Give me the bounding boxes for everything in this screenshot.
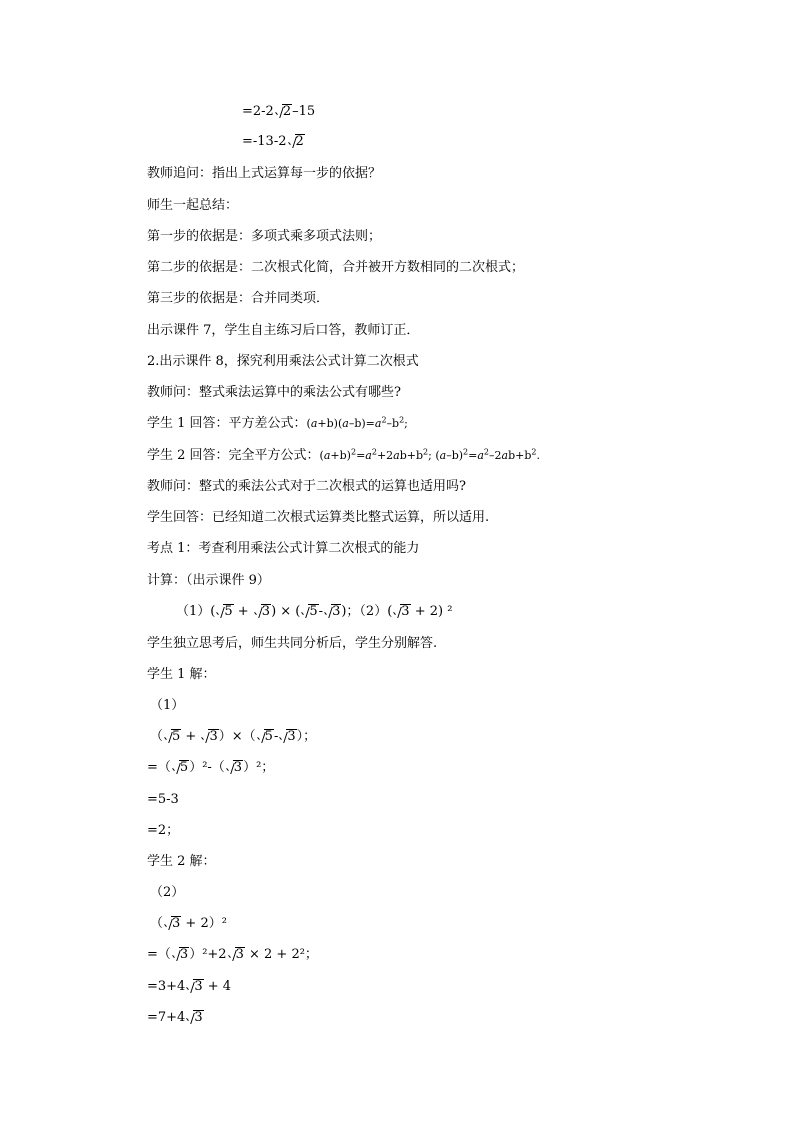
exponent: 2 (463, 447, 469, 457)
radicand: 2 (295, 134, 304, 149)
formula-text: ; (404, 417, 408, 430)
paragraph-line: 第一步的依据是：多项式乘多项式法则； (147, 229, 382, 244)
expression-text: ) × ( (271, 604, 301, 619)
square-root (186, 1009, 203, 1027)
expression-text: ）²； (243, 760, 275, 775)
expression-text: + 4 (203, 979, 232, 994)
equation-line (150, 915, 227, 933)
line-label: 学生 1 回答：平方差公式： (147, 416, 307, 431)
expression-text: × 2 + 2²； (244, 947, 318, 962)
formula-text: . (536, 449, 540, 462)
square-root (279, 728, 296, 746)
square-root (257, 728, 274, 746)
radicand: 3 (233, 760, 243, 775)
paragraph-line: 教师追问：指出上式运算每一步的依据？ (147, 166, 382, 181)
radicand: 5 (309, 604, 318, 619)
exponent: 2 (371, 447, 377, 457)
expression-text: + (181, 729, 201, 744)
square-root (254, 603, 271, 621)
radicand: 3 (194, 1010, 203, 1025)
equation-line (147, 759, 274, 777)
paragraph-line: 考点 1：考查利用乘法公式计算二次根式的能力 (147, 541, 420, 556)
paragraph-line: 第二步的依据是：二次根式化简，合并被开方数相同的二次根式； (147, 260, 525, 275)
radicand: 3 (261, 604, 271, 619)
expression-text: –15 (292, 104, 316, 119)
expression-text: （1）( (176, 604, 216, 619)
square-root (301, 603, 318, 621)
formula-variable: a (310, 417, 318, 430)
radicand: 3 (179, 947, 189, 962)
square-root (172, 759, 189, 777)
formula-text: –b)= (348, 417, 375, 430)
square-root (226, 759, 243, 777)
square-root (324, 603, 341, 621)
square-root (393, 603, 410, 621)
expression-text: =（ (147, 947, 171, 962)
formula-text: = (468, 449, 478, 462)
square-root (201, 728, 218, 746)
formula (307, 417, 408, 430)
expression-text: （ (150, 729, 164, 744)
expression-text: =7+4 (147, 1010, 186, 1025)
square-root (172, 946, 189, 964)
square-root (288, 133, 305, 151)
paragraph-line: 学生 2 解： (147, 854, 216, 869)
formula-variable: a (374, 417, 382, 430)
formula (320, 449, 540, 462)
expression-text: )；（2）( (341, 604, 393, 619)
square-root (275, 103, 292, 121)
radicand: 3 (235, 947, 244, 962)
paragraph-line: 学生 1 解： (147, 667, 216, 682)
paragraph-line: 师生一起总结： (147, 198, 239, 213)
square-root (164, 915, 181, 933)
formula-variable: a (342, 417, 349, 430)
radicand: 5 (179, 760, 189, 775)
paragraph-line: （1） (150, 698, 185, 713)
formula-text: +b)( (317, 417, 343, 430)
square-root (186, 978, 203, 996)
formula-text: = (356, 449, 366, 462)
equation-line (147, 978, 231, 996)
paragraph-line (147, 415, 408, 433)
formula-text: +2 (376, 449, 394, 462)
expression-text: + 2）² (181, 916, 227, 931)
equation-line (242, 133, 305, 151)
radicand: 3 (401, 604, 410, 619)
equation-line: =5-3 (147, 792, 179, 807)
paragraph-line: 计算：（出示课件 9） (147, 573, 270, 588)
expression-text: =（ (147, 760, 171, 775)
expression-text: ）； (296, 729, 317, 744)
paragraph-line: （2） (150, 885, 185, 900)
expression-text: + (233, 604, 253, 619)
paragraph-line (147, 447, 540, 465)
paragraph-line: 教师问：整式乘法运算中的乘法公式有哪些? (147, 385, 401, 400)
exponent: 2 (381, 415, 387, 425)
expression-text: ）²-（ (189, 760, 225, 775)
paragraph-line: 第三步的依据是：合并同类项． (147, 291, 330, 306)
formula-text: ; ( (428, 449, 440, 462)
radicand: 5 (172, 729, 181, 744)
formula-text: –b) (446, 449, 464, 462)
radicand: 5 (224, 604, 233, 619)
formula-text: ( (306, 417, 311, 430)
equation-line (176, 603, 452, 621)
formula-text: –2 (489, 449, 502, 462)
formula-text: b+b (508, 449, 532, 462)
paragraph-line: 学生回答：已经知道二次根式运算类比整式运算，所以适用. (147, 510, 490, 525)
radicand: 5 (264, 729, 273, 744)
square-root (164, 728, 181, 746)
formula-variable: a (393, 449, 400, 462)
line-label: 学生 2 回答：完全平方公式： (147, 448, 320, 463)
paragraph-line: 教师问：整式的乘法公式对于二次根式的运算也适用吗? (147, 479, 466, 494)
exponent: 2 (531, 447, 537, 457)
formula-variable: a (323, 449, 331, 462)
formula-variable: a (439, 449, 447, 462)
equation-line (147, 946, 318, 964)
exponent: 2 (423, 447, 429, 457)
formula-variable: a (501, 449, 509, 462)
expression-text: - (318, 604, 324, 619)
equation-line (242, 103, 315, 121)
exponent: 2 (350, 447, 357, 457)
equation-line (147, 1009, 204, 1027)
square-root (228, 946, 245, 964)
radicand: 3 (194, 979, 203, 994)
formula-text: ( (319, 449, 324, 462)
radicand: 3 (209, 729, 218, 744)
expression-text: ）²+2 (189, 947, 227, 962)
paragraph-line: 出示课件 7，学生自主练习后口答，教师订正． (147, 323, 420, 338)
exponent: 2 (483, 447, 489, 457)
radicand: 3 (287, 729, 296, 744)
expression-text: =3+4 (147, 979, 186, 994)
equation-line (150, 728, 316, 746)
radicand: 2 (282, 104, 292, 119)
expression-text: - (273, 729, 279, 744)
formula-variable: a (365, 449, 372, 462)
radicand: 3 (172, 916, 181, 931)
radicand: 3 (332, 604, 341, 619)
formula-text: –b (386, 417, 400, 430)
paragraph-line: 2.出示课件 8，探究利用乘法公式计算二次根式 (147, 354, 419, 369)
formula-text: b+b (399, 449, 424, 462)
expression-text: + 2) ² (410, 604, 453, 619)
expression-text: =2-2 (242, 104, 274, 119)
formula-variable: a (477, 449, 484, 462)
square-root (216, 603, 233, 621)
paragraph-line: 学生独立思考后，师生共同分析后，学生分别解答. (147, 636, 438, 651)
expression-text: =-13-2 (242, 134, 287, 149)
exponent: 2 (399, 415, 405, 425)
formula-text: +b) (330, 449, 351, 462)
equation-line: =2； (147, 823, 180, 838)
expression-text: （ (150, 916, 164, 931)
expression-text: ）×（ (218, 729, 256, 744)
